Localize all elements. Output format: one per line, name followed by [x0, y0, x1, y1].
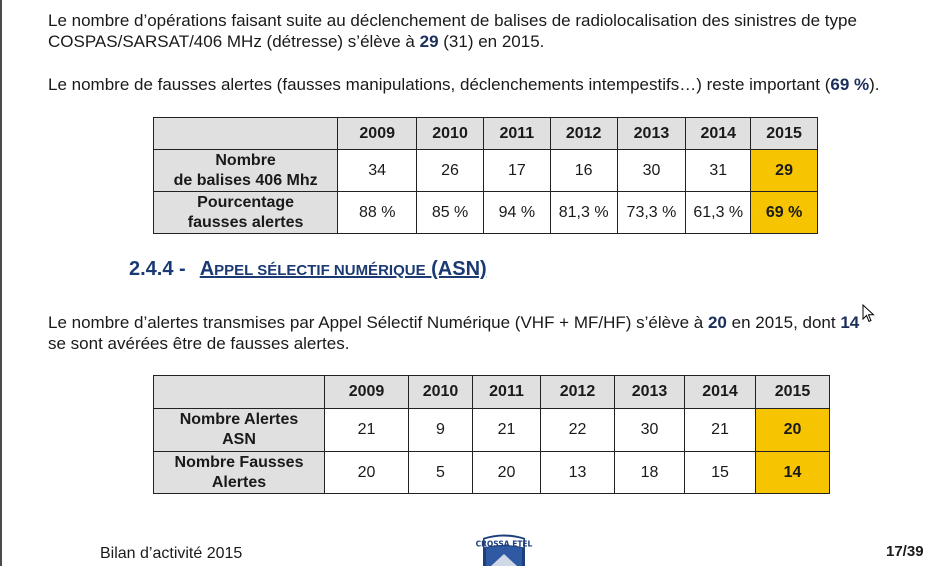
table-cell: 30: [617, 150, 686, 192]
table-cell-2015: 14: [756, 452, 830, 494]
table-row: [154, 192, 818, 234]
count-highlight: 29: [419, 32, 439, 51]
paragraph-cospas: [48, 10, 933, 52]
table-cell: 26: [417, 150, 484, 192]
logo-graphic: [475, 534, 533, 566]
section-title-smallcaps: PPEL SÉLECTIF NUMÉRIQUE: [214, 262, 426, 279]
row-header: [154, 192, 338, 234]
table-cell-2015: 29: [751, 150, 818, 192]
paragraph-text: Le nombre de fausses alertes (fausses manipulations, déclenchements intempestifs…) reste important (: [48, 75, 831, 94]
row-label-line: Nombre Fausses: [174, 453, 304, 471]
section-title: [200, 258, 487, 280]
count-highlight: 14: [840, 313, 860, 332]
table-cell: 20: [325, 452, 409, 494]
table-cell: 73,3 %: [617, 192, 686, 234]
section-title-initial: A: [199, 258, 215, 280]
table-asn: [153, 375, 830, 494]
paragraph-asn: [48, 312, 938, 354]
row-label-line: Nombre: [215, 151, 276, 169]
table-cell: 13: [541, 452, 615, 494]
year-header: 2012: [541, 376, 615, 409]
row-label-line: Pourcentage: [197, 193, 295, 211]
year-header: 2013: [615, 376, 685, 409]
table-cell: 5: [409, 452, 473, 494]
year-header: 2013: [617, 118, 686, 150]
table-row: [154, 452, 830, 494]
paragraph-text: (31) en 2015.: [438, 32, 545, 51]
percent-highlight: 69 %: [830, 75, 870, 94]
table-cell: 20: [473, 452, 541, 494]
year-header: 2012: [550, 118, 617, 150]
left-border: [0, 0, 2, 566]
section-title-suffix: (ASN): [425, 258, 487, 280]
count-highlight: 20: [707, 313, 727, 332]
row-header: [154, 409, 325, 452]
row-header: [154, 150, 338, 192]
mouse-cursor-icon: [862, 304, 876, 329]
cursor-arrow: [862, 304, 876, 324]
table-cell: 94 %: [483, 192, 550, 234]
crossa-etel-badge-icon: [475, 534, 533, 571]
year-header: 2010: [409, 376, 473, 409]
table-cell: 21: [325, 409, 409, 452]
year-header: 2014: [685, 376, 756, 409]
table-cell: 21: [685, 409, 756, 452]
table-cell: 85 %: [417, 192, 484, 234]
table-cell: 15: [685, 452, 756, 494]
row-label-line: Alertes: [211, 473, 267, 491]
paragraph-text: Le nombre d’alertes transmises par Appel Sélectif Numérique (VHF + MF/HF) s’élève à: [48, 313, 708, 332]
table-balises-406: [153, 117, 818, 234]
table-cell: 88 %: [338, 192, 417, 234]
row-label-line: ASN: [222, 431, 256, 448]
table-corner: [154, 376, 325, 409]
section-heading: [129, 258, 487, 281]
year-header: 2009: [325, 376, 409, 409]
table-cell: 18: [615, 452, 685, 494]
year-header: 2014: [686, 118, 751, 150]
paragraph-false-alerts: [48, 74, 945, 95]
year-header: 2011: [473, 376, 541, 409]
table-cell-2015: 20: [756, 409, 830, 452]
table-cell: 9: [409, 409, 473, 452]
table-cell: 34: [338, 150, 417, 192]
paragraph-text: en 2015, dont: [726, 313, 841, 332]
footer-report-title: Bilan d’activité 2015: [100, 545, 243, 562]
svg-text:CROSSA ETEL: CROSSA ETEL: [475, 539, 533, 549]
row-label-line: Nombre Alertes: [179, 411, 299, 428]
page-number: 17/39: [886, 543, 924, 560]
table-cell: 30: [615, 409, 685, 452]
table-row: [154, 409, 830, 452]
row-label-line: de balises 406 Mhz: [173, 171, 318, 189]
table-cell: 22: [541, 409, 615, 452]
table-cell: 21: [473, 409, 541, 452]
table-header-row: [154, 376, 830, 409]
table-cell-2015: 69 %: [751, 192, 818, 234]
year-header: 2011: [483, 118, 550, 150]
table-cell: 31: [686, 150, 751, 192]
year-header: 2009: [338, 118, 417, 150]
table-cell: 61,3 %: [686, 192, 751, 234]
row-label-line: fausses alertes: [187, 213, 304, 231]
year-header: 2015: [756, 376, 830, 409]
table-cell: 81,3 %: [550, 192, 617, 234]
section-number: 2.4.4 -: [129, 258, 186, 280]
year-header: 2010: [417, 118, 484, 150]
table-header-row: [154, 118, 818, 150]
paragraph-text: Le nombre d’opérations faisant suite au déclenchement de balises de radiolocalisation des sinistres de type COSPAS/SARSAT/406 MHz (détresse) s’élève à: [48, 11, 857, 51]
year-header: 2015: [751, 118, 818, 150]
paragraph-text: ).: [869, 75, 880, 94]
table-row: [154, 150, 818, 192]
table-cell: 17: [483, 150, 550, 192]
row-header: [154, 452, 325, 494]
table-cell: 16: [550, 150, 617, 192]
paragraph-text: se sont avérées être de fausses alertes.: [48, 334, 350, 353]
table-corner: [154, 118, 338, 150]
